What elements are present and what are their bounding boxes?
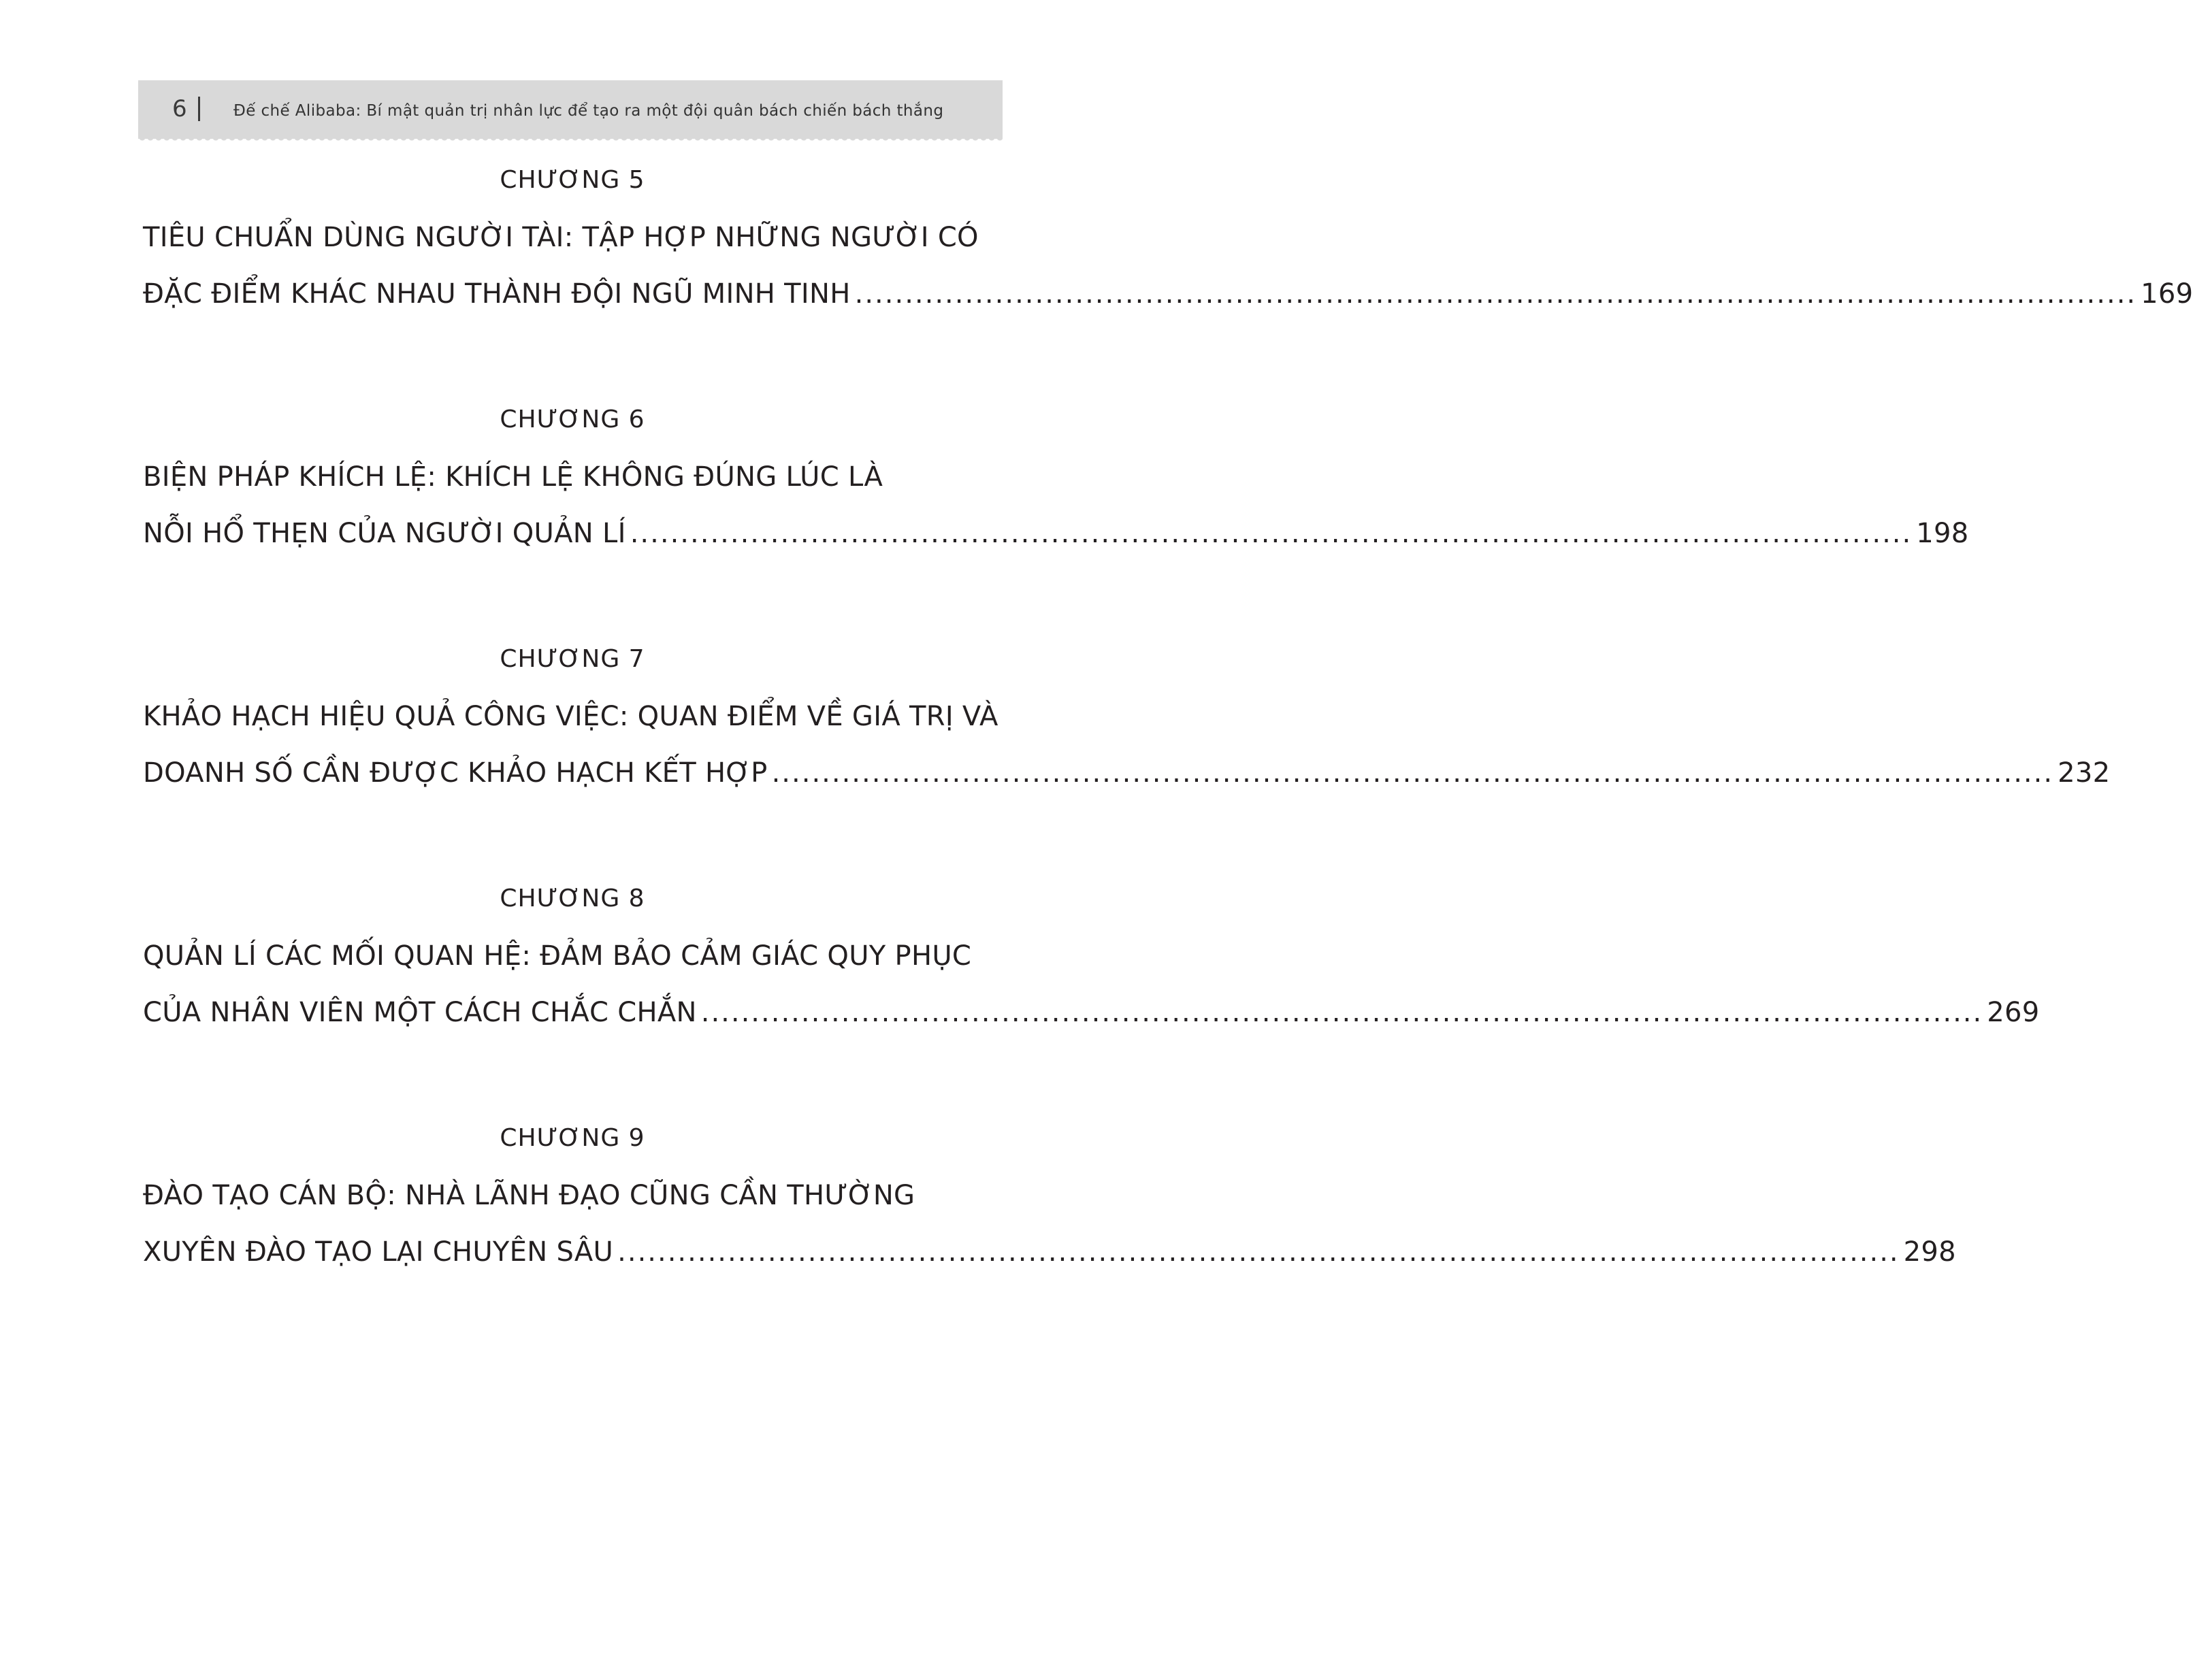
dot-leader: ................................................................................................................................: [700, 997, 1983, 1028]
table-of-contents: [143, 163, 2193, 1361]
chapter-title-line-2: [143, 1224, 1956, 1281]
running-title: Đế chế Alibaba: Bí mật quản trị nhân lực để tạo ra một đội quân bách chiến bách thắng: [233, 102, 944, 120]
running-header: [138, 80, 1003, 139]
chapter-title-line-1: QUẢN LÍ CÁC MỐI QUAN HỆ: ĐẢM BẢO CẢM GIÁC QUY PHỤC: [143, 940, 972, 972]
dot-leader: ................................................................................................................................: [630, 518, 1913, 549]
chapter-label: CHƯƠNG 7: [500, 645, 645, 673]
chapter-title-text: NỖI HỔ THẸN CỦA NGƯỜI QUẢN LÍ: [143, 518, 626, 549]
dot-leader: ................................................................................................................................: [617, 1236, 1900, 1268]
page-number: 6: [172, 95, 187, 122]
toc-entry-chapter-6: [143, 403, 1969, 642]
chapter-title-line-2: [143, 745, 2111, 802]
dot-leader: ................................................................................................................................: [854, 278, 2137, 310]
chapter-label: CHƯƠNG 5: [500, 166, 645, 194]
chapter-title-line-2: [143, 985, 2040, 1041]
toc-entry-chapter-9: [143, 1121, 1956, 1361]
page-reference: 232: [2058, 757, 2111, 789]
chapter-title-line-2: [143, 506, 1969, 562]
page-reference: 198: [1916, 518, 1969, 549]
toc-entry-chapter-5: [143, 163, 2193, 403]
chapter-title-line-1: BIỆN PHÁP KHÍCH LỆ: KHÍCH LỆ KHÔNG ĐÚNG LÚC LÀ: [143, 461, 883, 493]
chapter-title-line-1: TIÊU CHUẨN DÙNG NGƯỜI TÀI: TẬP HỢP NHỮNG NGƯỜI CÓ: [143, 222, 979, 253]
chapter-label: CHƯƠNG 9: [500, 1124, 645, 1152]
page-reference: 269: [1987, 997, 2040, 1028]
toc-entry-chapter-8: [143, 882, 2040, 1121]
chapter-title-text: DOANH SỐ CẦN ĐƯỢC KHẢO HẠCH KẾT HỢP: [143, 757, 768, 789]
dot-leader: ................................................................................................................................: [771, 757, 2054, 789]
chapter-title-line-1: KHẢO HẠCH HIỆU QUẢ CÔNG VIỆC: QUAN ĐIỂM VỀ GIÁ TRỊ VÀ: [143, 701, 998, 732]
chapter-title-text: XUYÊN ĐÀO TẠO LẠI CHUYÊN SÂU: [143, 1236, 614, 1268]
chapter-label: CHƯƠNG 8: [500, 885, 645, 912]
chapter-title-line-2: [143, 266, 2193, 323]
page-reference: 169: [2141, 278, 2193, 310]
chapter-label: CHƯƠNG 6: [500, 406, 645, 433]
page-reference: 298: [1903, 1236, 1956, 1268]
chapter-title-text: CỦA NHÂN VIÊN MỘT CÁCH CHẮC CHẮN: [143, 997, 697, 1028]
toc-entry-chapter-7: [143, 642, 2111, 882]
chapter-title-text: ĐẶC ĐIỂM KHÁC NHAU THÀNH ĐỘI NGŨ MINH TINH: [143, 278, 851, 310]
chapter-title-line-1: ĐÀO TẠO CÁN BỘ: NHÀ LÃNH ĐẠO CŨNG CẦN THƯỜNG: [143, 1180, 915, 1211]
header-divider: [198, 97, 200, 121]
